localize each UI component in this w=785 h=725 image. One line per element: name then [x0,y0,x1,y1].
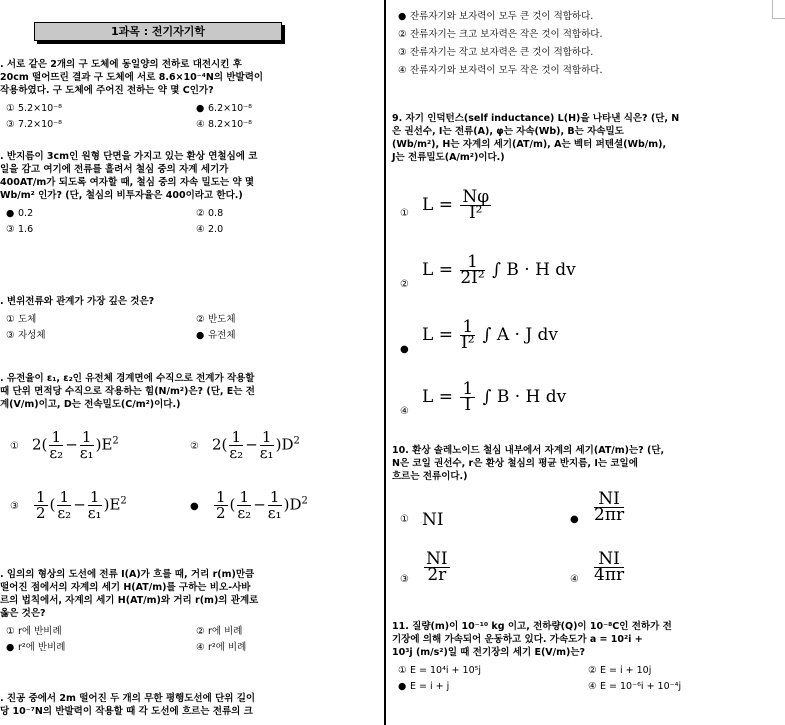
options [6,206,378,238]
question-10 [392,444,770,483]
question-text: . 유전율이 ε₁, ε₂인 유전체 경계면에 수직으로 전계가 작용할 때 단위 면적당 수직으로 작용하는 힘(N/m²)은? (단, E는 전 계(V/m)이고, D는 전속밀도(C/m²)이다.) [0,373,255,410]
option-3[interactable]: ③ 7.2×10⁻⁸ [6,119,62,130]
question-8-options [398,8,602,80]
question-6 [0,692,378,718]
option-2[interactable]: ② r에 비례 [196,626,243,637]
question-text: 9. 자기 인덕턴스(self inductance) L(H)을 나타낸 식은? (단, N 은 권선수, I는 전류(A), φ는 자속(Wb), B는 자속밀도 (Wb/m²), H는 자계의 세기(AT/m), A는 벡터 퍼텐셜(Wb/m), J는 전류밀도(A/m²)이다.) [392,113,680,163]
question-4 [0,372,378,411]
option-4[interactable]: ④ E = 10⁻⁶i + 10⁻⁴j [588,681,682,692]
option-4[interactable]: ④ 잔류자기와 보자력이 모두 작은 것이 적합하다. [398,65,603,76]
option-4[interactable]: ● 유전체 [196,330,236,341]
options [6,101,378,133]
option-4[interactable]: ④ r²에 비례 [196,642,247,653]
option-3[interactable]: ● r²에 반비례 [6,642,66,653]
exam-page: 1과목 : 전기자기학 . 서로 같은 2개의 구 도체에 동일양의 전하로 대전시킨 후 20cm 떨어뜨린 결과 구 도체에 서로 8.6×10⁻⁴N의 반발력이 작용하였다. 구 도체에 주어진 전하는 약 몇 C인가? ① 5.2×10⁻⁸ ● 6.2×10⁻⁸ ③ 7.2×10⁻⁸ ④ 8.2×10⁻⁸ . 반지름이 3cm인 원형 단면을 가지고 있는 환상 연철심에 코 일을 감고 여기에 전류를 흘려서 철심 중의 자계 세기가 400AT/m가 되도록 여자할 때, 철심 중의 자속 밀도는 약 몇 Wb/m² 인가? (단, 철심의 비투자율은 400이라고 한다.) ● 0.2 ② 0.8 ③ 1.6 ④ 2.0 . 변위전류와 관계가 가장 깊은 것은? ① 도체 ② 반도체 ③ 자성체 ● 유전체 . 유전율이 ε₁, ε₂인 유전체 경계면에 수직으로 전계가 작용할 때 단위 면적당 수직으로 작용하는 힘(N/m²)은? (단, E는 전 계(V/m)이고, D는 전속밀도(C/m²)이다.) ① 2( $\frac{1}{\text{ε₂}}$ − $\frac{1}{\text{ε₁}}$ )$E^2$ ② 2( $\frac{1}{\text{ε₂}}$ − $\frac{1}{\text{ε₁}}$ )$D^2$ ③ $\frac{1}{2}$ ( $\frac{1}{\text{ε₂}}$ − $\frac{1}{\text{ε₁}}$ )$E^2$ ● $\frac{1}{2}$ ( $\frac{1}{\text{ε₂}}$ − $\frac{1}{\text{ε₁}}$ )$D^2$ . 임의의 형상의 도선에 전류 I(A)가 흐를 때, 거리 r(m)만큼 떨어진 점에서의 자계의 세기 H(AT/m)를 구하는 비오-사바 르의 법칙에서, 자계의 세기 H(AT/m)와 거리 r(m)의 관계로 옳은 것은? ① r에 반비례 ② r에 비례 ● r²에 반비례 ④ r²에 비례 . 진공 중에서 2m 떨어진 두 개의 무한 평행도선에 단위 길이 당 10⁻⁷N의 반발력이 작용할 때 각 도선에 흐르는 전류의 크 ● 잔류자기와 보자력이 모두 큰 것이 적합하다. ② 잔류자기는 크고 보자력은 작은 것이 적합하다. ③ 잔류자기는 작고 보자력은 큰 것이 적합하다. ④ 잔류자기와 보자력이 모두 작은 것이 적합하다. 9. 자기 인덕턴스(self inductance) L(H)을 나타낸 식은? (단, N 은 권선수, I는 전류(A), φ는 자속(Wb), B는 자속밀도 (Wb/m²), H는 자계의 세기(AT/m), A는 벡터 퍼텐셜(Wb/m), J는 전류밀도(A/m²)이다.) ① L = $\frac{N\varphi}{\text{I²}}$ ② L = $\frac{1}{\text{2I²}}$ ∫ B · H dv ● L = $\frac{1}{\text{I²}}$ ∫ A · J dv ④ L = $\frac{1}{I}$ ∫ B · H dv 10. 환상 솔레노이드 철심 내부에서 자계의 세기(AT/m)는? (단, N은 코일 권선수, r은 환상 철심의 평균 반지름, I는 코일에 흐르는 전류이다.) ① NI ● $\frac{NI}{2\pi r}$ ③ $\frac{NI}{2r}$ ④ $\frac{NI}{4\pi r}$ 11. 질량(m)이 10⁻¹⁰ kg 이고, 전하량(Q)이 10⁻⁸C인 전하가 전 기장에 의해 가속되어 운동하고 있다. 가속도가 a = 10²i + 10³j (m/s²)일 때 전기장의 세기 E(V/m)는? ① E = 10⁴i + 10⁵j ② E = i + 10j ● E = i + j ④ E = 10⁻⁶i + 10⁻⁴j [0,0,785,725]
question-11 [392,620,770,695]
options [6,624,378,656]
option-2[interactable]: ② 0.8 [196,208,224,219]
column-divider [384,0,386,725]
question-text: . 임의의 형상의 도선에 전류 I(A)가 흐를 때, 거리 r(m)만큼 떨어진 점에서의 자계의 세기 H(AT/m)를 구하는 비오-사바 르의 법칙에서, 자계의 세기 H(AT/m)와 거리 r(m)의 관계로 옳은 것은? [0,569,259,619]
section-title: 1과목 : 전기자기학 [34,22,282,41]
question-text: . 서로 같은 2개의 구 도체에 동일양의 전하로 대전시킨 후 20cm 떨어뜨린 결과 구 도체에 서로 8.6×10⁻⁴N의 반발력이 작용하였다. 구 도체에 주어진 전하는 약 몇 C인가? [0,59,264,96]
option-2[interactable]: ② 반도체 [196,314,236,325]
page-corner [772,0,785,19]
question-text: . 진공 중에서 2m 떨어진 두 개의 무한 평행도선에 단위 길이 당 10⁻⁷N의 반발력이 작용할 때 각 도선에 흐르는 전류의 크 [0,693,256,717]
option-2[interactable]: ② E = i + 10j [588,665,652,676]
option-4[interactable]: ④ 8.2×10⁻⁸ [196,119,252,130]
option-1[interactable]: ① r에 반비례 [6,626,62,637]
option-1[interactable]: ● 잔류자기와 보자력이 모두 큰 것이 적합하다. [398,11,594,22]
option-4[interactable]: ④ 2.0 [196,224,224,235]
option-1[interactable]: ● 0.2 [6,208,34,219]
option-2[interactable]: ② 잔류자기는 크고 보자력은 작은 것이 적합하다. [398,29,603,40]
question-5 [0,568,378,656]
option-3[interactable]: ③ 1.6 [6,224,34,235]
question-text: 11. 질량(m)이 10⁻¹⁰ kg 이고, 전하량(Q)이 10⁻⁸C인 전하가 전 기장에 의해 가속되어 운동하고 있다. 가속도가 a = 10²i + 10³j (m/s²)일 때 전기장의 세기 E(V/m)는? [392,621,672,658]
question-text: . 반지름이 3cm인 원형 단면을 가지고 있는 환상 연철심에 코 일을 감고 여기에 전류를 흘려서 철심 중의 자계 세기가 400AT/m가 되도록 여자할 때, 철심 중의 자속 밀도는 약 몇 Wb/m² 인가? (단, 철심의 비투자율은 400이라고 한다.) [0,151,258,201]
question-3 [0,295,378,344]
option-3[interactable]: ③ 자성체 [6,330,46,341]
option-1[interactable]: ① 도체 [6,314,37,325]
option-3[interactable]: ③ 잔류자기는 작고 보자력은 큰 것이 적합하다. [398,47,594,58]
options [398,663,770,695]
question-9 [392,112,770,164]
question-1 [0,58,378,133]
option-2[interactable]: ● 6.2×10⁻⁸ [196,103,252,114]
question-text: . 변위전류와 관계가 가장 깊은 것은? [0,296,155,307]
option-1[interactable]: ① 5.2×10⁻⁸ [6,103,62,114]
option-3[interactable]: ● E = i + j [398,681,450,692]
option-1[interactable]: ① E = 10⁴i + 10⁵j [398,665,482,676]
options [6,312,378,344]
question-2 [0,150,378,238]
question-text: 10. 환상 솔레노이드 철심 내부에서 자계의 세기(AT/m)는? (단, N은 코일 권선수, r은 환상 철심의 평균 반지름, I는 코일에 흐르는 전류이다.) [392,445,665,482]
